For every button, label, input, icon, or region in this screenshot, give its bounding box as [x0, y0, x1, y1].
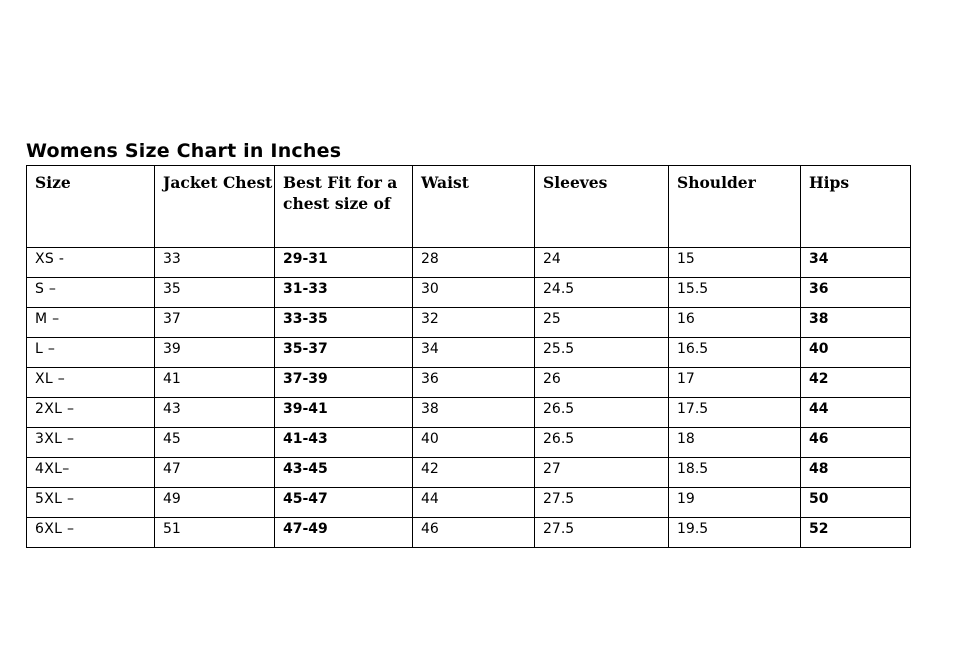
- cell-shoulder: 17.5: [669, 398, 801, 428]
- cell-hips: 44: [801, 398, 911, 428]
- cell-shoulder: 18.5: [669, 458, 801, 488]
- cell-waist: 30: [413, 278, 535, 308]
- cell-shoulder: 17: [669, 368, 801, 398]
- cell-size: 2XL –: [27, 398, 155, 428]
- table-row: [27, 458, 911, 488]
- cell-hips: 42: [801, 368, 911, 398]
- cell-sleeves: 26: [535, 368, 669, 398]
- table-header-row: [27, 166, 911, 248]
- cell-size: S –: [27, 278, 155, 308]
- cell-size: L –: [27, 338, 155, 368]
- page-title: Womens Size Chart in Inches: [26, 140, 342, 162]
- table-row: [27, 248, 911, 278]
- cell-waist: 46: [413, 518, 535, 548]
- cell-jacket-chest: 33: [155, 248, 275, 278]
- cell-waist: 40: [413, 428, 535, 458]
- cell-best-fit: 45-47: [275, 488, 413, 518]
- cell-hips: 52: [801, 518, 911, 548]
- cell-shoulder: 18: [669, 428, 801, 458]
- cell-jacket-chest: 41: [155, 368, 275, 398]
- cell-sleeves: 27.5: [535, 488, 669, 518]
- cell-waist: 32: [413, 308, 535, 338]
- cell-sleeves: 24: [535, 248, 669, 278]
- cell-hips: 38: [801, 308, 911, 338]
- column-header-size: Size: [27, 166, 155, 248]
- table-row: [27, 308, 911, 338]
- cell-jacket-chest: 43: [155, 398, 275, 428]
- cell-shoulder: 16.5: [669, 338, 801, 368]
- cell-waist: 34: [413, 338, 535, 368]
- table-row: [27, 398, 911, 428]
- cell-sleeves: 25.5: [535, 338, 669, 368]
- cell-shoulder: 19: [669, 488, 801, 518]
- column-header-jacket-chest: Jacket Chest: [155, 166, 275, 248]
- cell-hips: 46: [801, 428, 911, 458]
- cell-best-fit: 41-43: [275, 428, 413, 458]
- size-chart-table: [26, 165, 911, 548]
- cell-waist: 42: [413, 458, 535, 488]
- cell-waist: 44: [413, 488, 535, 518]
- table-row: [27, 368, 911, 398]
- cell-size: XL –: [27, 368, 155, 398]
- cell-best-fit: 43-45: [275, 458, 413, 488]
- cell-shoulder: 19.5: [669, 518, 801, 548]
- cell-shoulder: 15: [669, 248, 801, 278]
- cell-size: 4XL–: [27, 458, 155, 488]
- cell-jacket-chest: 49: [155, 488, 275, 518]
- cell-sleeves: 27.5: [535, 518, 669, 548]
- table-row: [27, 338, 911, 368]
- table-row: [27, 488, 911, 518]
- cell-shoulder: 16: [669, 308, 801, 338]
- column-header-shoulder: Shoulder: [669, 166, 801, 248]
- cell-best-fit: 37-39: [275, 368, 413, 398]
- cell-hips: 50: [801, 488, 911, 518]
- cell-best-fit: 35-37: [275, 338, 413, 368]
- cell-best-fit: 47-49: [275, 518, 413, 548]
- cell-sleeves: 26.5: [535, 398, 669, 428]
- cell-best-fit: 29-31: [275, 248, 413, 278]
- cell-waist: 36: [413, 368, 535, 398]
- column-header-best-fit: Best Fit for a chest size of: [275, 166, 413, 248]
- cell-sleeves: 26.5: [535, 428, 669, 458]
- cell-hips: 36: [801, 278, 911, 308]
- cell-sleeves: 24.5: [535, 278, 669, 308]
- cell-size: 5XL –: [27, 488, 155, 518]
- cell-best-fit: 31-33: [275, 278, 413, 308]
- column-header-sleeves: Sleeves: [535, 166, 669, 248]
- column-header-hips: Hips: [801, 166, 911, 248]
- cell-waist: 38: [413, 398, 535, 428]
- cell-size: 3XL –: [27, 428, 155, 458]
- cell-size: XS -: [27, 248, 155, 278]
- cell-hips: 40: [801, 338, 911, 368]
- cell-sleeves: 27: [535, 458, 669, 488]
- cell-size: M –: [27, 308, 155, 338]
- cell-jacket-chest: 35: [155, 278, 275, 308]
- cell-jacket-chest: 51: [155, 518, 275, 548]
- size-chart-table-wrapper: [26, 165, 910, 548]
- cell-jacket-chest: 39: [155, 338, 275, 368]
- table-row: [27, 428, 911, 458]
- cell-best-fit: 33-35: [275, 308, 413, 338]
- cell-sleeves: 25: [535, 308, 669, 338]
- cell-hips: 48: [801, 458, 911, 488]
- cell-jacket-chest: 37: [155, 308, 275, 338]
- cell-jacket-chest: 45: [155, 428, 275, 458]
- cell-jacket-chest: 47: [155, 458, 275, 488]
- table-row: [27, 518, 911, 548]
- cell-size: 6XL –: [27, 518, 155, 548]
- column-header-waist: Waist: [413, 166, 535, 248]
- table-row: [27, 278, 911, 308]
- cell-best-fit: 39-41: [275, 398, 413, 428]
- cell-waist: 28: [413, 248, 535, 278]
- cell-shoulder: 15.5: [669, 278, 801, 308]
- cell-hips: 34: [801, 248, 911, 278]
